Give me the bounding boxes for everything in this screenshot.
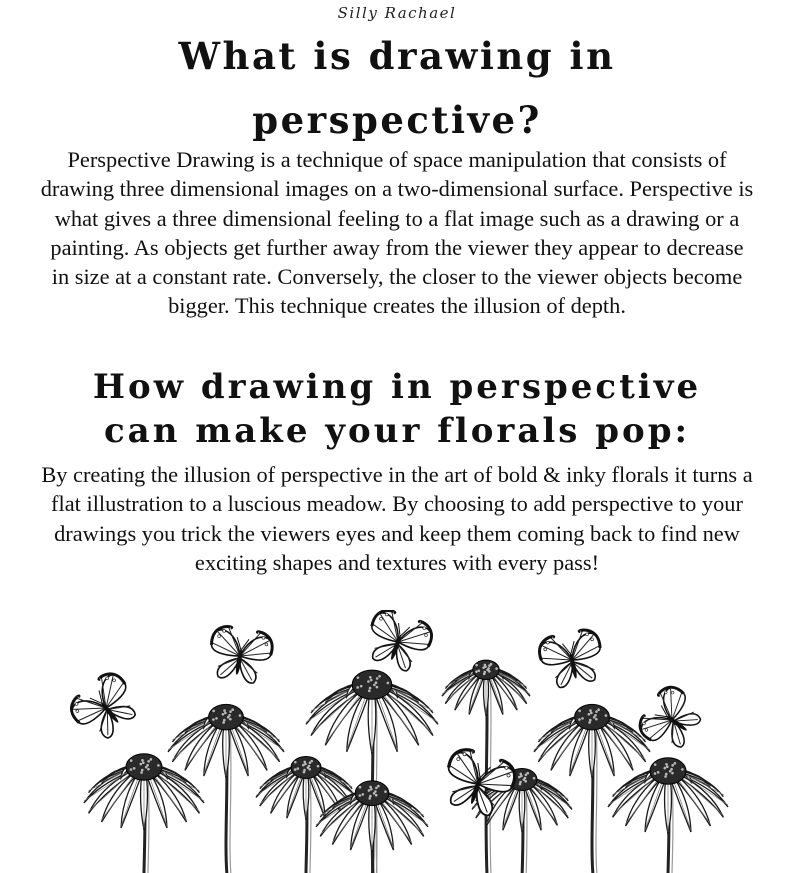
butterfly-icon [537,627,607,690]
coneflower-butterfly-illustration [0,610,794,873]
heading-what-is-perspective-line2: perspective? [252,98,542,142]
florals-perspective-paragraph: By creating the illusion of perspective in the art of bold & inky florals it turns a flat illustration to a luscious meadow. By choosing to add perspective to your drawings you trick the viewers eyes and keep them coming back to find new exciting shapes and textures with every pass! [41,462,753,575]
coneflower-icon [608,758,728,873]
heading-florals-pop-line1: How drawing in perspective [92,367,702,407]
butterfly-icon [361,610,436,676]
coneflower-icon [84,754,204,873]
heading-what-is-perspective-line1: What is drawing in [178,34,616,78]
signature-text: Silly Rachael [337,4,457,22]
perspective-definition-paragraph: Perspective Drawing is a technique of space manipulation that consists of drawing three dimensional images on a two-dimensional surface. Perspective is what gives a three dimensional feeling to a flat image such as a drawing or a painting. As objects get further away from the viewer they appear to decrease in size at a constant rate. Conversely, the closer to the viewer objects become bigger. This technique creates the illusion of depth. [40,147,754,319]
heading-florals-pop-line2: can make your florals pop: [103,411,691,451]
butterfly-icon [206,624,275,686]
butterfly-icon [65,668,145,747]
